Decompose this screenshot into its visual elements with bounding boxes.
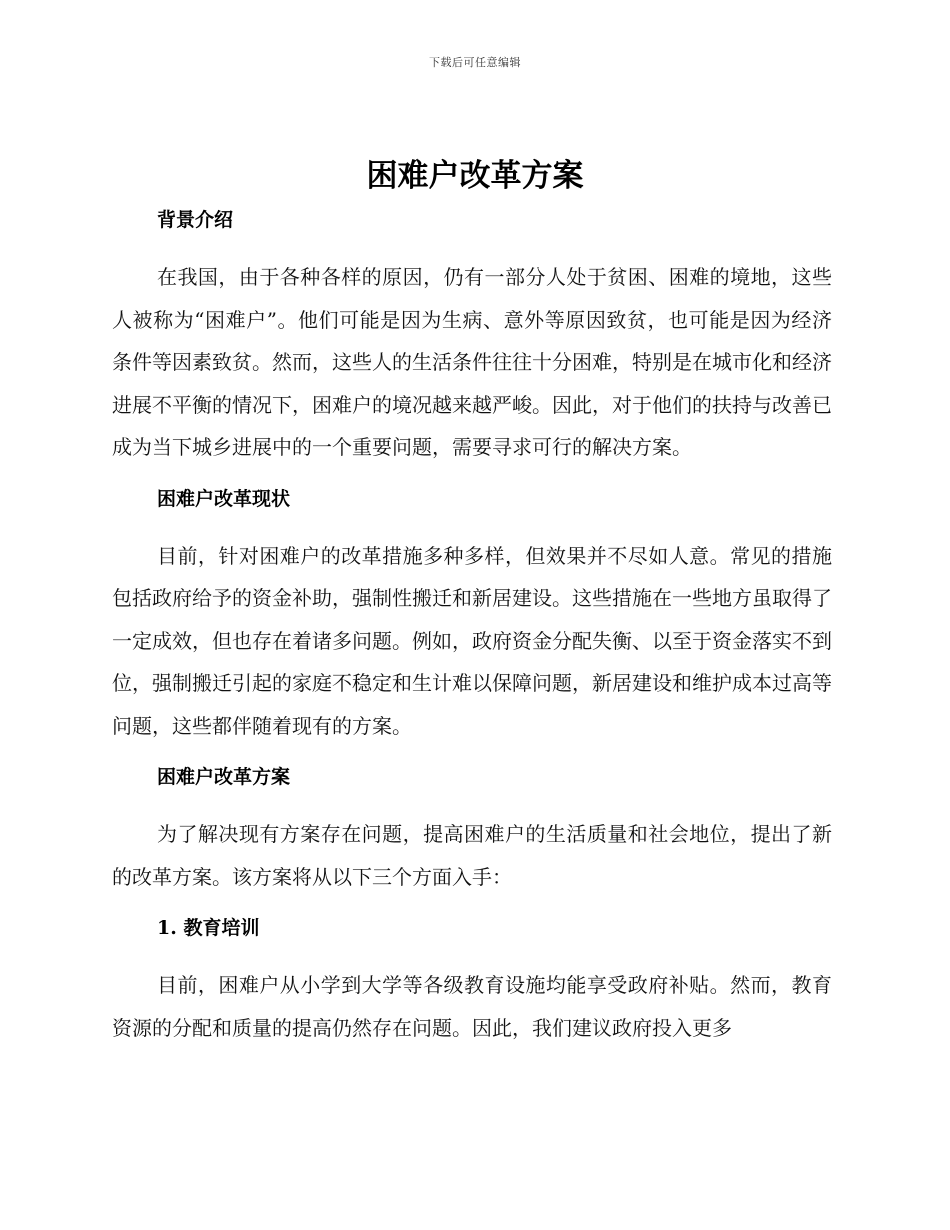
section-heading: 1. 教育培训 xyxy=(157,917,260,939)
document-title: 困难户改革方案 xyxy=(366,158,584,194)
document-body xyxy=(112,202,832,1049)
section-heading: 困难户改革方案 xyxy=(157,766,291,788)
section-heading: 困难户改革现状 xyxy=(157,487,291,510)
section-paragraph: 目前，困难户从小学到大学等各级教育设施均能享受政府补贴。然而，教育资源的分配和质量的提高仍然存在问题。因此，我们建议政府投入更多 xyxy=(112,973,832,1040)
section-background xyxy=(112,202,832,481)
section-reform-plan xyxy=(112,759,832,910)
section-heading: 背景介绍 xyxy=(157,209,234,231)
section-education-training xyxy=(112,910,832,1049)
header-note: 下载后可任意编辑 xyxy=(429,56,521,69)
section-paragraph: 目前，针对困难户的改革措施多种多样，但效果并不尽如人意。常见的措施包括政府给予的资金补助，强制性搬迁和新居建设。这些措施在一些地方虽取得了一定成效，但也存在着诸多问题。例如，政府资金分配失衡、以至于资金落实不到位，强制搬迁引起的家庭不稳定和生计难以保障问题，新居建设和维护成本过高等问题，这些都伴随着现有的方案。 xyxy=(112,543,832,738)
section-current-status xyxy=(112,481,832,760)
section-paragraph: 为了解决现有方案存在问题，提高困难户的生活质量和社会地位，提出了新的改革方案。该方案将从以下三个方面入手： xyxy=(112,822,832,889)
section-paragraph: 在我国，由于各种各样的原因，仍有一部分人处于贫困、困难的境地，这些人被称为“困难户”。他们可能是因为生病、意外等原因致贫，也可能是因为经济条件等因素致贫。然而，这些人的生活条件往往十分困难，特别是在城市化和经济进展不平衡的情况下，困难户的境况越来越严峻。因此，对于他们的扶持与改善已成为当下城乡进展中的一个重要问题，需要寻求可行的解决方案。 xyxy=(112,265,832,459)
